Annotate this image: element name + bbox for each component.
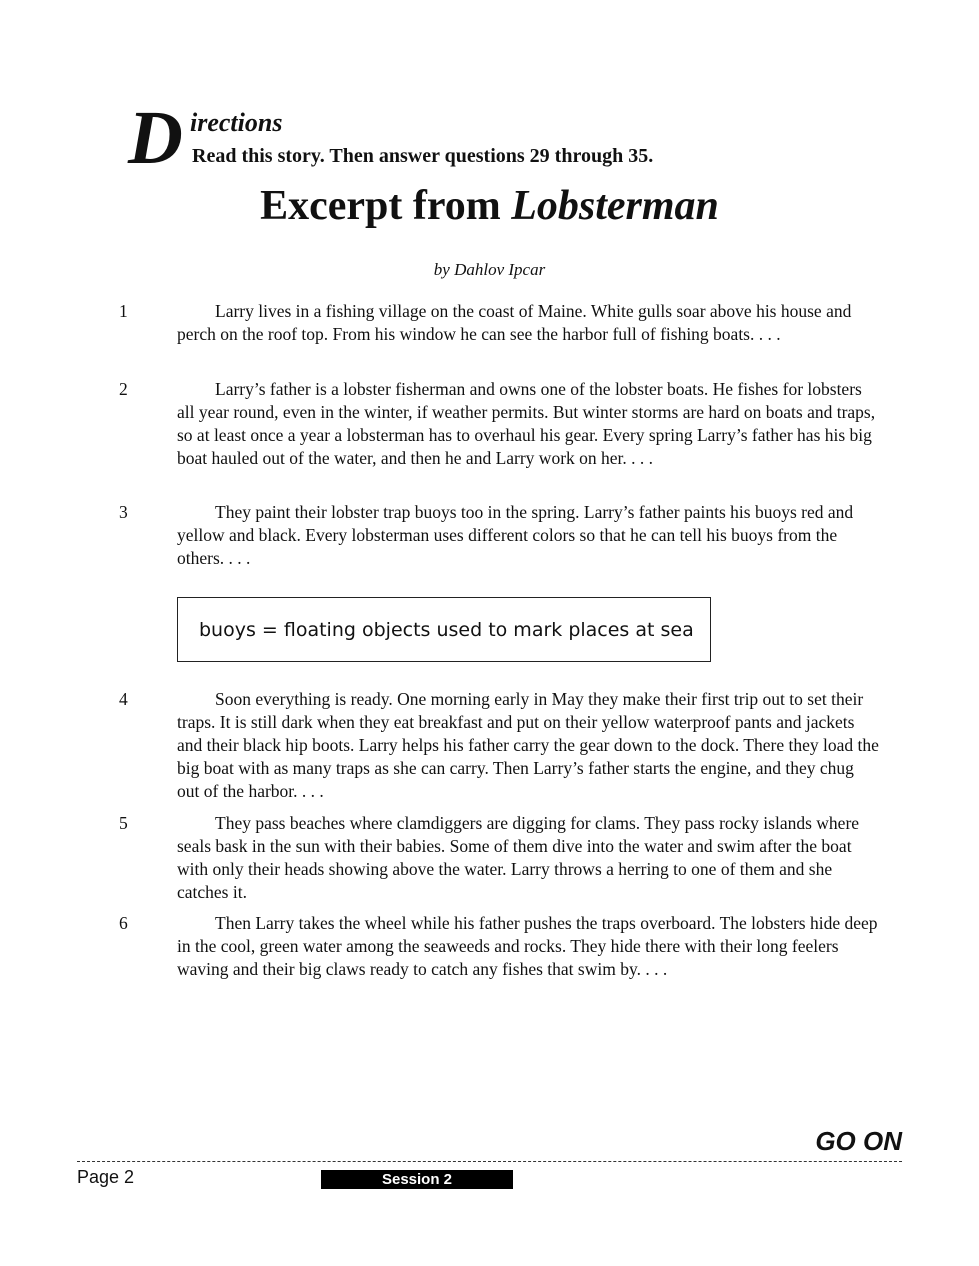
paragraph-text: Larry’s father is a lobster fisherman and owns one of the lobster boats. He fishes for lobsters all year round, even in the winter, if weather permits. But winter storms are hard on boats and traps, so at least once a year a lobsterman has to overhaul his gear. Every spring Larry’s father has his big boat hauled out of the water, and then he and Larry work on her. . . . — [177, 379, 876, 468]
glossary-box — [177, 597, 711, 662]
paragraph-3 — [119, 501, 879, 570]
paragraph-number: 4 — [119, 689, 128, 709]
paragraph-4 — [119, 688, 879, 803]
paragraph-number: 5 — [119, 813, 128, 833]
paragraph-text: Soon everything is ready. One morning early in May they make their first trip out to set their traps. It is still dark when they eat breakfast and put on their yellow waterproof pants and jackets and their black hip boots. Larry helps his father carry the gear down to the dock. There they load the big boat with as many traps as she can carry. Then Larry’s father starts the engine, and they chug out of the harbor. . . . — [177, 689, 879, 801]
paragraph-text: Then Larry takes the wheel while his father pushes the traps overboard. The lobsters hide deep in the cool, green water among the seaweeds and rocks. They hide there with their long feelers waving and their big claws ready to catch any fishes that swim by. . . . — [177, 913, 878, 979]
title-italic: Lobsterman — [511, 183, 719, 229]
directions-header — [128, 98, 828, 178]
paragraph-5 — [119, 812, 879, 904]
paragraph-text: They paint their lobster trap buoys too in the spring. Larry’s father paints his buoys red and yellow and black. Every lobsterman uses different colors so that he can tell his buoys from the others. . . . — [177, 502, 854, 568]
paragraph-text: They pass beaches where clamdiggers are digging for clams. They pass rocky islands where seals bask in the sun with their babies. Some of them dive into the water and swim after the boat with only their heads showing above the water. Larry throws a herring to one of them and she catches it. — [177, 813, 860, 902]
directions-drop-cap: D — [128, 96, 183, 180]
session-label: Session 2 — [321, 1170, 513, 1189]
go-on-label: GO ON — [815, 1126, 902, 1156]
title-prefix: Excerpt from — [260, 183, 512, 229]
paragraph-1 — [119, 300, 879, 346]
paragraph-number: 6 — [119, 913, 128, 933]
paragraph-text: Larry lives in a fishing village on the coast of Maine. White gulls soar above his house and perch on the roof top. From his window he can see the harbor full of fishing boats. . . . — [177, 301, 852, 344]
paragraph-number: 3 — [119, 502, 128, 522]
paragraph-number: 2 — [119, 379, 128, 399]
directions-heading: irections — [190, 108, 283, 137]
page-number: Page 2 — [77, 1167, 135, 1187]
paragraph-6 — [119, 912, 879, 981]
glossary-text: buoys = floating objects used to mark places at sea — [199, 618, 694, 641]
paragraph-number: 1 — [119, 301, 128, 321]
paragraph-2 — [119, 378, 879, 470]
byline: by Dahlov Ipcar — [433, 260, 546, 279]
story-title — [0, 178, 979, 234]
directions-instruction: Read this story. Then answer questions 29 through 35. — [192, 145, 654, 167]
footer-divider — [77, 1161, 902, 1162]
